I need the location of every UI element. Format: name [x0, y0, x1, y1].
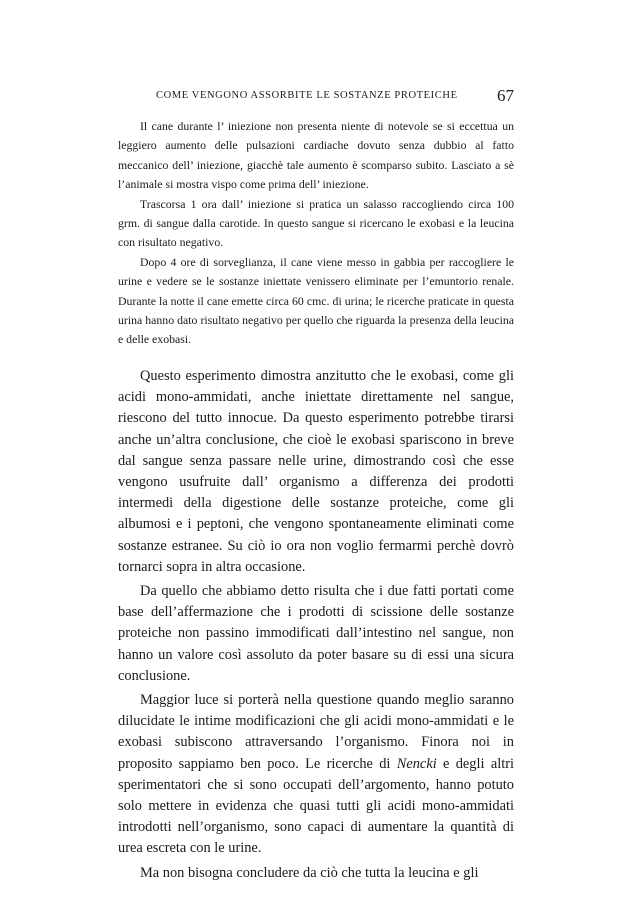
body-paragraph-2: Da quello che abbiamo detto risulta che i due fatti portati come base dell’affermazione che i prodotti di scissione delle sostanze proteiche non passino immodificati dall’intestino nel sangue, non hanno un valore così assoluto da poter basare su di essi una sicura conclusione. [118, 583, 514, 684]
experiment-notes [118, 117, 514, 350]
body-paragraph-3 [118, 690, 514, 860]
running-title: COME VENGONO ASSORBITE LE SOSTANZE PROTEICHE [156, 90, 458, 101]
author-name-nencki: Nencki [396, 755, 437, 772]
main-body-text [118, 366, 514, 884]
note-paragraph-3: Dopo 4 ore di sorveglianza, il cane viene messo in gabbia per raccogliere le urine e vedere se le sostanze iniettate venissero eliminate per l’emuntorio renale. Durante la notte il cane emette circa 60 cmc. di urina; le ricerche praticate in questa urina hanno dato risultato negativo per quello che riguarda la presenza della leucina e delle exobasi. [118, 254, 514, 347]
body-paragraph-3-end: e degli altri sperimentatori che si sono occupati dell’argomento, hanno potuto solo mettere in evidenza che quasi tutti gli acidi mono-ammidati introdotti nell’organismo, sono capaci di aumentare la quantità di urea escreta con le urine. [118, 755, 514, 857]
body-paragraph-4: Ma non bisogna concludere da ciò che tutta la leucina e gli [140, 864, 479, 881]
note-paragraph-1: Il cane durante l’ iniezione non presenta niente di notevole se si eccettua un leggiero aumento delle pulsazioni cardiache dovuto senza dubbio al fatto meccanico dell’ iniezione, giacchè tale aumento è scomparso subito. Lasciato a sè l’animale si mostra vispo come prima dell’ iniezione. [118, 119, 514, 192]
note-paragraph-2: Trascorsa 1 ora dall’ iniezione si pratica un salasso raccogliendo circa 100 grm. di sangue dalla carotide. In questo sangue si ricercano le exobasi e la leucina con risultato negativo. [118, 196, 514, 250]
running-header [118, 86, 514, 106]
body-paragraph-3-start: Maggior luce si porterà nella questione quando meglio saranno dilucidate le intime modificazioni che gli acidi mono-ammidati e le exobasi subiscono attraversando l’organismo. Finora noi in proposito sappiamo ben poco. Le ricerche di [118, 692, 514, 772]
page-number: 67 [497, 86, 514, 105]
body-paragraph-1: Questo esperimento dimostra anzitutto che le exobasi, come gli acidi mono-ammidati, anche iniettate direttamente nel sangue, riescono del tutto innocue. Da questo esperimento potrebbe tirarsi anche un’altra conclusione, che cioè le exobasi spariscono in breve dal sangue senza passare nelle urine, dimostrando così che esse vengono usufruite dall’ organismo a differenza dei prodotti intermedi della digestione delle sostanze proteiche, come gli albumosi e i peptoni, che vengono spontaneamente eliminati come sostanze estranee. Su ciò io ora non voglio fermarmi perchè dovrò tornarci sopra in altra occasione. [118, 368, 514, 575]
